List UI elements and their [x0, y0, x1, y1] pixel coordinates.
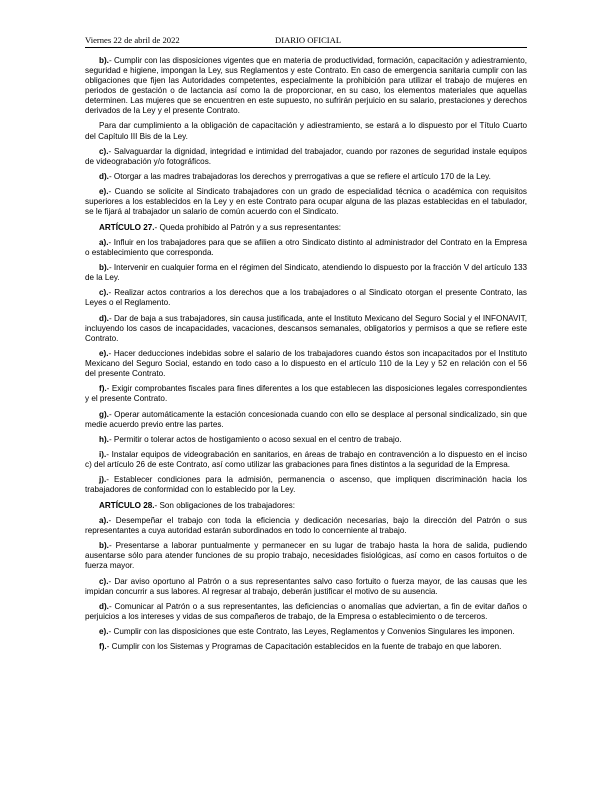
article-text: - Son obligaciones de los trabajadores: [154, 500, 296, 510]
paragraph-text: - Cumplir con las disposiciones vigentes que en materia de productividad, formación, capacitación y adiestramiento, seguridad e higiene, impongan la Ley, sus Reglamentos y este Contrato. En caso de emergencia sanitaria cumplir con las obligaciones que fijen las Autoridades competentes, especialmente la prohibición para utilizar el trabajo de mujeres en periodos de gestación o de lactancia así como la de proporcionar, en su caso, los elementos materiales que aquellas determinen. Las mujeres que se encuentren en este supuesto, no sufrirán perjuicio en su salario, prestaciones y derechos derivados de la Ley y el presente Contrato. [85, 56, 527, 116]
paragraph [85, 642, 527, 652]
paragraph [85, 577, 527, 597]
paragraph [85, 187, 527, 217]
paragraph-text: - Realizar actos contrarios a los derechos que a los trabajadores o al Sindicato otorgan el presente Contrato, las Leyes o el Reglamento. [85, 288, 527, 308]
paragraph-label: e). [99, 187, 109, 197]
paragraph-text: - Comunicar al Patrón o a sus representantes, las deficiencias o anomalías que adviertan, a fin de evitar daños o perjuicios a los intereses y vidas de sus compañeros de trabajo, de la Empresa o establecimiento o de terceros. [85, 601, 527, 621]
header-date: Viernes 22 de abril de 2022 [85, 35, 180, 45]
paragraph [85, 602, 527, 622]
article-text: - Queda prohibido al Patrón y a sus representantes: [154, 222, 342, 232]
paragraph-label: g). [99, 409, 109, 419]
paragraph [85, 147, 527, 167]
paragraph-text: - Otorgar a las madres trabajadoras los derechos y prerrogativas a que se refiere el artículo 170 de la Ley. [108, 172, 491, 182]
paragraph-label: b). [99, 56, 109, 65]
paragraph-text: - Presentarse a laborar puntualmente y permanecer en su lugar de trabajo hasta la hora de salida, pudiendo ausentarse sólo para atender funciones de su propio trabajo, necesidades fisiológicas, así como en casos fortuitos o de fuerza mayor. [85, 541, 527, 571]
paragraph [85, 263, 527, 283]
paragraph-label: e). [99, 349, 109, 358]
paragraph-label: i). [99, 450, 107, 460]
header-publication-title: DIARIO OFICIAL [275, 35, 342, 45]
paragraph-label: d). [99, 313, 109, 323]
paragraph [85, 121, 527, 141]
paragraph-label: c). [99, 146, 109, 156]
paragraph-label: c). [99, 576, 109, 586]
paragraph-text: - Operar automáticamente la estación concesionada cuando con ello se desplace al personal sindicalizado, sin que medie acuerdo previo entre las partes. [85, 409, 527, 429]
paragraph [85, 516, 527, 536]
paragraph [85, 288, 527, 308]
paragraph-label: a). [99, 515, 109, 525]
paragraph-label: d). [99, 601, 109, 611]
paragraph [85, 238, 527, 258]
paragraph-text: - Salvaguardar la dignidad, integridad e intimidad del trabajador, cuando por razones de seguridad instale equipos de videograbación y/o fotográficos. [85, 146, 527, 166]
paragraph [85, 435, 527, 445]
paragraph-text: - Cumplir con las disposiciones que este Contrato, las Leyes, Reglamentos y Convenios Singulares les imponen. [108, 627, 515, 637]
paragraph-text: - Intervenir en cualquier forma en el régimen del Sindicato, atendiendo lo dispuesto por la fracción V del artículo 133 de la Ley. [85, 263, 527, 283]
paragraph-text: - Permitir o tolerar actos de hostigamiento o acoso sexual en el centro de trabajo. [108, 434, 402, 444]
paragraph-label: f). [99, 642, 107, 652]
paragraph-label: j). [99, 475, 107, 485]
paragraph [85, 384, 527, 404]
paragraph [85, 314, 527, 344]
paragraph-label: h). [99, 434, 109, 444]
paragraph-label: b). [99, 263, 109, 273]
header-divider [85, 47, 527, 48]
article-label: ARTÍCULO 28. [99, 500, 155, 510]
paragraph-label: d). [99, 172, 109, 182]
paragraph [85, 541, 527, 571]
paragraph-text: Para dar cumplimiento a la obligación de capacitación y adiestramiento, se estará a lo dispuesto por el Título Cuarto del Capítulo III Bis de la Ley. [85, 121, 527, 141]
article-heading [85, 223, 527, 233]
document-body [85, 56, 527, 658]
paragraph-label: c). [99, 288, 109, 298]
paragraph-text: - Influir en los trabajadores para que se afilien a otro Sindicato distinto al administrador del Contrato en la Empresa o establecimiento que corresponda. [85, 237, 527, 257]
paragraph [85, 475, 527, 495]
paragraph-text: - Instalar equipos de videograbación en sanitarios, en áreas de trabajo en contravención a lo dispuesto en el inciso c) del artículo 26 de este Contrato, así como utilizar las grabaciones para fines distintos a la seguridad de la Empresa. [85, 450, 527, 470]
paragraph-label: b). [99, 541, 109, 551]
paragraph [85, 450, 527, 470]
paragraph [85, 349, 527, 379]
paragraph-text: - Cuando se solicite al Sindicato trabajadores con un grado de especialidad técnica o académica con requisitos superiores a los establecidos en la Ley y en este Contrato para ocupar alguna de las plazas establecidas en el tabulador, se le fijará al trabajador un salario de común acuerdo con el Sindicato. [85, 187, 527, 217]
article-label: ARTÍCULO 27. [99, 222, 155, 232]
paragraph [85, 627, 527, 637]
paragraph [85, 172, 527, 182]
paragraph-text: - Cumplir con los Sistemas y Programas de Capacitación establecidos en la fuente de trabajo en que laboren. [106, 642, 502, 652]
paragraph-text: - Desempeñar el trabajo con toda la eficiencia y dedicación necesarias, bajo la dirección del Patrón o sus representantes a cuya autoridad estarán subordinados en todo lo concerniente al trabajo. [85, 515, 527, 535]
paragraph [85, 56, 527, 116]
article-heading [85, 501, 527, 511]
page-header [85, 35, 527, 47]
paragraph-text: - Establecer condiciones para la admisión, permanencia o ascenso, que impliquen discriminación hacia los trabajadores de conformidad con lo establecido por la Ley. [85, 475, 527, 495]
paragraph-text: - Exigir comprobantes fiscales para fines diferentes a los que establecen las disposiciones legales correspondientes y el presente Contrato. [85, 384, 527, 404]
paragraph-label: e). [99, 627, 109, 637]
paragraph-label: f). [99, 384, 107, 394]
paragraph-text: - Dar de baja a sus trabajadores, sin causa justificada, ante el Instituto Mexicano del Seguro Social y el INFONAVIT, incluyendo los casos de incapacidades, vacaciones, descansos semanales, obligatorios y permisos a que se refiere este Contrato. [85, 313, 527, 343]
paragraph-label: a). [99, 237, 109, 247]
paragraph-text: - Dar aviso oportuno al Patrón o a sus representantes salvo caso fortuito o fuerza mayor, de las causas que les impidan concurrir a sus labores. Al regresar al trabajo, deberán justificar el motivo de su ausencia. [85, 576, 527, 596]
paragraph-text: - Hacer deducciones indebidas sobre el salario de los trabajadores cuando éstos son incapacitados por el Instituto Mexicano del Seguro Social, estando en todo caso a lo dispuesto en el artículo 110 de la Ley y 52 en relación con el 56 del presente Contrato. [85, 349, 527, 379]
paragraph [85, 410, 527, 430]
